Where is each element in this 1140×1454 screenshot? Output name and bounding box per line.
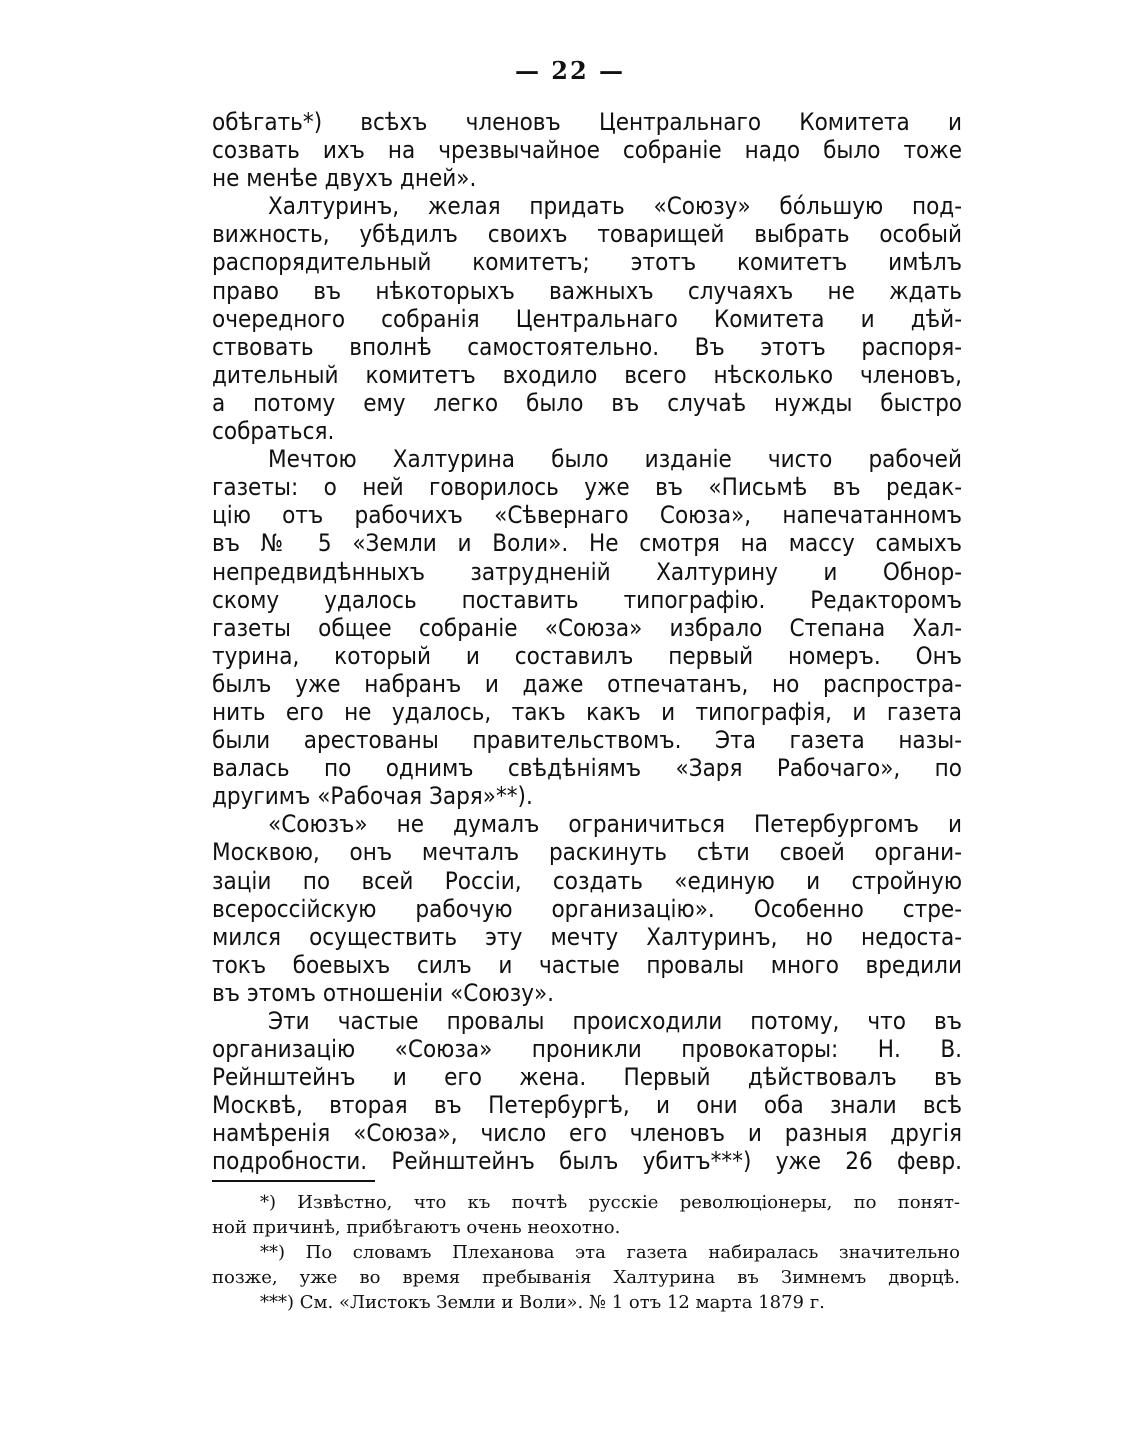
text-line: вижность, убѣдилъ своихъ товарищей выбрать особый <box>212 220 962 249</box>
text-line: распорядительный комитетъ; этотъ комитетъ имѣлъ <box>212 248 962 277</box>
text-line: скому удалось поставить типографію. Редакторомъ <box>212 585 962 614</box>
text-line: подробности. Рейнштейнъ былъ убитъ***) уже 26 февр. <box>212 1147 962 1176</box>
text-line: ствовать вполнѣ самостоятельно. Въ этотъ распоря- <box>212 332 962 361</box>
text-line: заціи по всей Россіи, создать «единую и стройную <box>212 866 962 895</box>
text-line: организацію «Союза» проникли провокаторы: Н. В. <box>212 1035 962 1064</box>
body-text <box>212 108 962 1176</box>
text-line: собраться. <box>212 417 335 446</box>
text-line: другимъ «Рабочая Заря»**). <box>212 782 533 811</box>
text-line: былъ уже набранъ и даже отпечатанъ, но распростра- <box>212 669 962 698</box>
text-line: газеты: о ней говорилось уже въ «Письмѣ въ редак- <box>212 473 962 502</box>
footnote-line: позже, уже во время пребыванія Халтурина въ Зимнемъ дворцѣ. <box>212 1267 960 1288</box>
footnote-line: ***) См. «Листокъ Земли и Воли». № 1 отъ 12 марта 1879 г. <box>260 1292 825 1313</box>
page-number: — 22 — <box>514 56 626 85</box>
text-line: дительный комитетъ входило всего нѣсколько членовъ, <box>212 360 962 389</box>
text-line: намѣренія «Союза», число его членовъ и разныя другія <box>212 1119 962 1148</box>
text-line: всероссійскую рабочую организацію». Особенно стре- <box>212 894 962 923</box>
text-line: обѣгать*) всѣхъ членовъ Центральнаго Комитета и <box>212 108 962 136</box>
text-line: непредвидѣнныхъ затрудненій Халтурину и Обнор- <box>212 557 962 586</box>
footnote-line: *) Извѣстно, что къ почтѣ русскіе революціонеры, по понят- <box>260 1192 960 1213</box>
text-line: созвать ихъ на чрезвычайное собраніе надо было тоже <box>212 136 962 165</box>
text-line: валась по однимъ свѣдѣніямъ «Заря Рабочаго», по <box>212 754 962 783</box>
footnote-line: ной причинѣ, прибѣгаютъ очень неохотно. <box>212 1217 621 1238</box>
text-line: Рейнштейнъ и его жена. Первый дѣйствовалъ въ <box>212 1063 962 1092</box>
text-line: право въ нѣкоторыхъ важныхъ случаяхъ не ждать <box>212 276 962 305</box>
footnotes <box>212 1190 960 1315</box>
text-line: турина, который и составилъ первый номеръ. Онъ <box>212 641 962 670</box>
text-line: мился осуществить эту мечту Халтуринъ, но недоста- <box>212 922 962 951</box>
footnote-line: **) По словамъ Плеханова эта газета набиралась значительно <box>260 1242 960 1263</box>
text-line: Москвою, онъ мечталъ раскинуть сѣти своей органи- <box>212 838 962 867</box>
text-line: Мечтою Халтурина было изданіе чисто рабочей <box>268 445 962 474</box>
text-line: Халтуринъ, желая придать «Союзу» бо́льшую под- <box>268 192 962 221</box>
text-line: токъ боевыхъ силъ и частые провалы много вредили <box>212 950 962 979</box>
text-line: нить его не удалось, такъ какъ и типографія, и газета <box>212 697 962 726</box>
footnote-separator <box>212 1180 375 1182</box>
text-line: а потому ему легко было въ случаѣ нужды быстро <box>212 388 962 417</box>
text-line: цію отъ рабочихъ «Сѣвернаго Союза», напечатанномъ <box>212 501 962 530</box>
text-line: Эти частые провалы происходили потому, что въ <box>268 1007 962 1035</box>
text-line: «Союзъ» не думалъ ограничиться Петербургомъ и <box>268 810 962 839</box>
text-line: въ этомъ отношеніи «Союзу». <box>212 978 555 1007</box>
text-line: въ № 5 «Земли и Воли». Не смотря на массу самыхъ <box>212 529 962 558</box>
text-line: не менѣе двухъ дней». <box>212 164 477 193</box>
text-line: были арестованы правительствомъ. Эта газета назы- <box>212 726 962 755</box>
text-line: газеты общее собраніе «Союза» избрало Степана Хал- <box>212 613 962 642</box>
text-line: Москвѣ, вторая въ Петербургѣ, и они оба знали всѣ <box>212 1091 962 1120</box>
text-line: очередного собранія Центральнаго Комитета и дѣй- <box>212 304 962 333</box>
